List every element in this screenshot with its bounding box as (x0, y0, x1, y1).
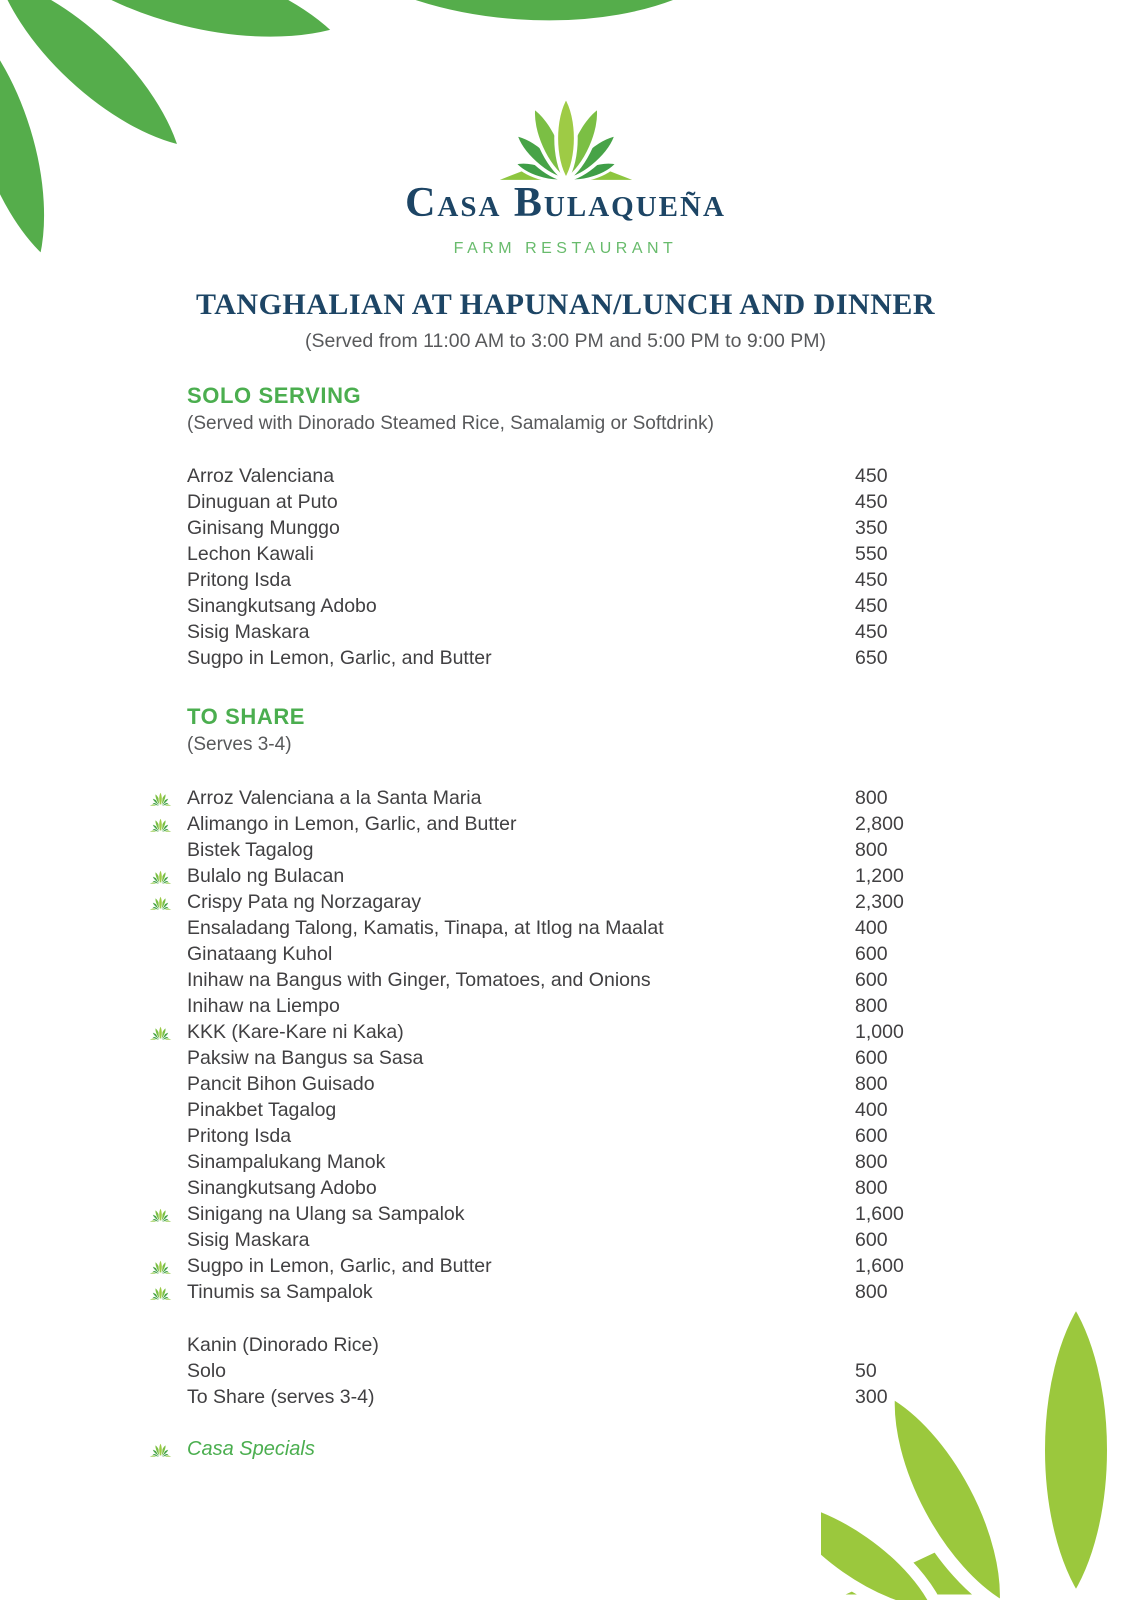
casa-special-lotus-icon (148, 816, 187, 833)
menu-item-row (148, 993, 918, 1019)
menu-item-row (148, 515, 918, 541)
casa-special-lotus-icon (148, 1206, 187, 1223)
menu-item-row (148, 1227, 918, 1253)
menu-item-price: 800 (855, 994, 888, 1017)
menu-item-name: Pritong Isda (187, 1124, 292, 1147)
menu-item-name: Pancit Bihon Guisado (187, 1072, 375, 1095)
menu-item-row (148, 785, 918, 811)
menu-item-price: 800 (855, 1150, 888, 1173)
menu-item-price: 450 (855, 490, 888, 513)
casa-special-lotus-icon (148, 868, 187, 885)
menu-item-name: Inihaw na Liempo (187, 994, 340, 1017)
menu-item-price: 800 (855, 1176, 888, 1199)
menu-item-name: Arroz Valenciana a la Santa Maria (187, 786, 482, 809)
menu-item-name: Sisig Maskara (187, 620, 310, 643)
menu-item-price: 450 (855, 568, 888, 591)
menu-item-row (148, 541, 918, 567)
menu-item-price: 600 (855, 942, 888, 965)
section-heading: TO SHARE (187, 704, 306, 729)
menu-item-price: 450 (855, 620, 888, 643)
menu-item-price: 600 (855, 1228, 888, 1251)
to-share-items (148, 785, 918, 1305)
menu-item-row (148, 567, 918, 593)
menu-item-price: 800 (855, 838, 888, 861)
menu-item-price: 50 (855, 1359, 877, 1382)
casa-special-lotus-icon (148, 1284, 187, 1301)
menu-item-row (148, 1019, 918, 1045)
menu-item-price: 2,800 (855, 812, 904, 835)
section-note: (Served with Dinorado Steamed Rice, Samalamig or Softdrink) (187, 413, 714, 434)
menu-item-row (148, 1097, 918, 1123)
menu-item-name: Sisig Maskara (187, 1228, 310, 1251)
section-solo-serving (148, 378, 918, 671)
section-rice (148, 1332, 918, 1410)
menu-item-name: Sinangkutsang Adobo (187, 594, 377, 617)
menu-item-row (148, 1201, 918, 1227)
menu-item-row (148, 967, 918, 993)
menu-item-row (148, 619, 918, 645)
section-to-share (148, 699, 918, 1305)
menu-item-price: 1,000 (855, 1020, 904, 1043)
brand-name: Casa Bulaqueña (405, 180, 726, 226)
menu-item-row (148, 863, 918, 889)
menu-item-name: Ginataang Kuhol (187, 942, 333, 965)
menu-item-price: 1,600 (855, 1202, 904, 1225)
menu-item-name: Bistek Tagalog (187, 838, 314, 861)
menu-item-name: Sugpo in Lemon, Garlic, and Butter (187, 646, 492, 669)
legend-casa-specials (148, 1436, 918, 1462)
menu-item-row (148, 1149, 918, 1175)
menu-item-price: 2,300 (855, 890, 904, 913)
brand-tagline: FARM RESTAURANT (453, 240, 678, 257)
menu-item-name: Ginisang Munggo (187, 516, 340, 539)
menu-content (148, 378, 918, 1462)
casa-special-lotus-icon (148, 894, 187, 911)
menu-item-price: 450 (855, 594, 888, 617)
brand-lotus-logo-icon (487, 86, 645, 186)
menu-item-row (148, 645, 918, 671)
menu-item-row (148, 1045, 918, 1071)
menu-item-price: 350 (855, 516, 888, 539)
menu-item-name: Sugpo in Lemon, Garlic, and Butter (187, 1254, 492, 1277)
menu-item-name: Lechon Kawali (187, 542, 314, 565)
menu-item-row (148, 837, 918, 863)
menu-item-row (148, 889, 918, 915)
menu-item-name: Pritong Isda (187, 568, 292, 591)
rice-options (148, 1358, 918, 1410)
menu-item-price: 400 (855, 916, 888, 939)
menu-item-row (148, 1279, 918, 1305)
menu-item-row (148, 1123, 918, 1149)
menu-item-price: 800 (855, 1280, 888, 1303)
menu-title: TANGHALIAN AT HAPUNAN/LUNCH AND DINNER (195, 288, 936, 321)
menu-item-row (148, 489, 918, 515)
menu-item-row (148, 1358, 918, 1384)
casa-special-lotus-icon (148, 790, 187, 807)
rice-label-row (148, 1332, 918, 1358)
menu-item-row (148, 593, 918, 619)
menu-item-name: Dinuguan at Puto (187, 490, 338, 513)
menu-item-price: 400 (855, 1098, 888, 1121)
menu-item-price: 1,200 (855, 864, 904, 887)
menu-item-name: Tinumis sa Sampalok (187, 1280, 373, 1303)
casa-special-lotus-icon (148, 1258, 187, 1275)
menu-item-name: Sinigang na Ulang sa Sampalok (187, 1202, 465, 1225)
menu-item-name: Pinakbet Tagalog (187, 1098, 337, 1121)
solo-serving-items (148, 463, 918, 671)
menu-item-name: Bulalo ng Bulacan (187, 864, 345, 887)
menu-item-price: 600 (855, 968, 888, 991)
rice-label: Kanin (Dinorado Rice) (187, 1333, 379, 1356)
menu-item-name: Paksiw na Bangus sa Sasa (187, 1046, 424, 1069)
menu-item-row (148, 1175, 918, 1201)
menu-item-name: KKK (Kare-Kare ni Kaka) (187, 1020, 404, 1043)
menu-item-price: 1,600 (855, 1254, 904, 1277)
menu-item-row (148, 1071, 918, 1097)
menu-item-name: Ensaladang Talong, Kamatis, Tinapa, at Itlog na Maalat (187, 916, 664, 939)
menu-item-row (148, 915, 918, 941)
menu-item-name: To Share (serves 3-4) (187, 1385, 375, 1408)
menu-item-price: 600 (855, 1124, 888, 1147)
menu-item-name: Solo (187, 1359, 227, 1382)
casa-special-lotus-icon (148, 1441, 187, 1458)
menu-item-name: Alimango in Lemon, Garlic, and Butter (187, 812, 517, 835)
menu-item-name: Sinangkutsang Adobo (187, 1176, 377, 1199)
menu-item-name: Inihaw na Bangus with Ginger, Tomatoes, and Onions (187, 968, 651, 991)
section-note: (Serves 3-4) (187, 734, 292, 755)
menu-item-row (148, 1253, 918, 1279)
legend-label: Casa Specials (187, 1437, 315, 1460)
menu-item-price: 600 (855, 1046, 888, 1069)
section-heading: SOLO SERVING (187, 383, 362, 408)
menu-item-row (148, 941, 918, 967)
menu-item-row (148, 463, 918, 489)
menu-item-price: 800 (855, 1072, 888, 1095)
menu-item-row (148, 811, 918, 837)
menu-item-price: 450 (855, 464, 888, 487)
menu-item-name: Crispy Pata ng Norzagaray (187, 890, 422, 913)
menu-item-price: 650 (855, 646, 888, 669)
menu-item-price: 800 (855, 786, 888, 809)
menu-schedule: (Served from 11:00 AM to 3:00 PM and 5:00 PM to 9:00 PM) (305, 330, 826, 352)
menu-item-row (148, 1384, 918, 1410)
menu-item-name: Sinampalukang Manok (187, 1150, 386, 1173)
menu-item-price: 300 (855, 1385, 888, 1408)
menu-item-name: Arroz Valenciana (187, 464, 335, 487)
menu-item-price: 550 (855, 542, 888, 565)
casa-special-lotus-icon (148, 1024, 187, 1041)
